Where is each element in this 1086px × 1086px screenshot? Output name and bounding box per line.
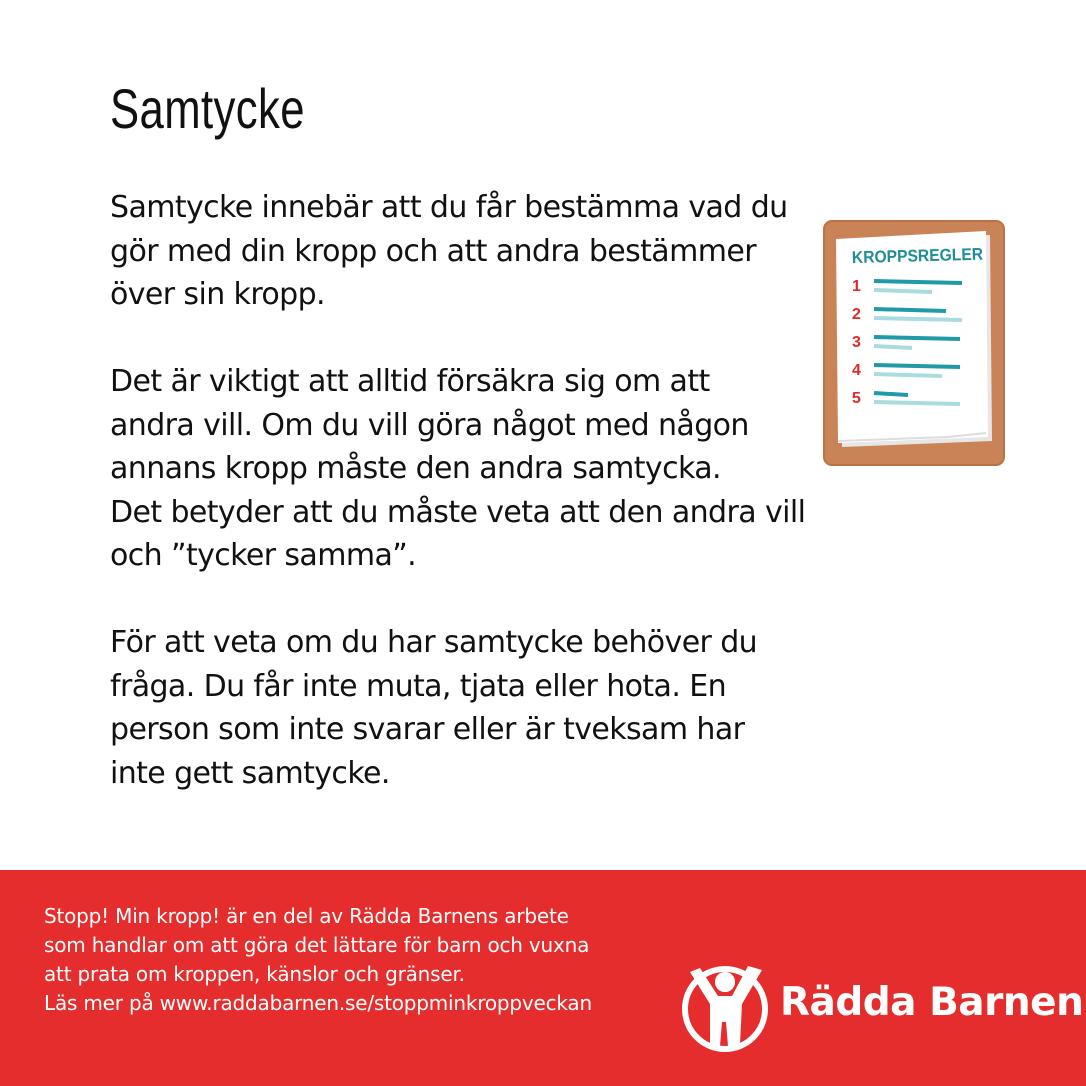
rule-line-light	[874, 318, 962, 320]
footer-text	[44, 902, 592, 1018]
text-line: Det betyder att du måste veta att den andra vill	[110, 494, 806, 530]
text-line: person som inte svarar eller är tveksam har	[110, 712, 745, 747]
rule-number: 1	[852, 278, 861, 295]
footer-line: att prata om kroppen, känslor och gränser.	[44, 962, 465, 986]
footer-banner	[0, 870, 1086, 1086]
child-figure-icon	[680, 958, 776, 1054]
text-line: och ”tycker samma”.	[110, 538, 417, 573]
text-line: inte gett samtycke.	[110, 755, 390, 791]
paragraph	[110, 186, 860, 317]
rule-number: 4	[852, 362, 861, 379]
rule-line-dark	[874, 365, 960, 367]
illustration-heading: KROPPSREGLER	[851, 245, 984, 268]
text-line: över sin kropp.	[110, 277, 325, 312]
text-line: För att veta om du har samtycke behöver du	[110, 625, 758, 660]
rule-line-dark	[874, 309, 946, 311]
text-line: gör med din kropp och att andra bestämmer	[110, 233, 756, 269]
paragraph	[110, 621, 860, 795]
clipboard-illustration	[818, 215, 1008, 470]
radda-barnen-logo	[680, 958, 1084, 1054]
rule-line-dark	[874, 393, 908, 395]
rule-line-light	[874, 346, 912, 348]
rule-number: 3	[852, 334, 861, 351]
rule-number: 2	[852, 306, 861, 323]
text-line: andra vill. Om du vill göra något med någon	[110, 407, 749, 443]
footer-line: som handlar om att göra det lättare för barn och vuxna	[44, 933, 590, 957]
paragraph	[110, 360, 860, 578]
body-text	[110, 186, 860, 839]
text-line: annans kropp måste den andra samtycka.	[110, 451, 721, 486]
rule-line-light	[874, 374, 942, 376]
footer-line: Läs mer på www.raddabarnen.se/stoppminkroppveckan	[44, 991, 592, 1015]
rule-number: 5	[852, 390, 861, 407]
footer-line: Stopp! Min kropp! är en del av Rädda Barnens arbete	[44, 904, 569, 928]
rule-line-light	[874, 402, 960, 404]
rule-line-dark	[874, 281, 962, 283]
rule-line-dark	[874, 337, 960, 339]
logo-text: Rädda Barnen	[780, 980, 1084, 1025]
rule-line-light	[874, 290, 932, 292]
text-line: fråga. Du får inte muta, tjata eller hota. En	[110, 668, 726, 704]
text-line: Det är viktigt att alltid försäkra sig om att	[110, 364, 710, 399]
page-title: Samtycke	[110, 77, 305, 140]
text-line: Samtycke innebär att du får bestämma vad du	[110, 190, 788, 225]
